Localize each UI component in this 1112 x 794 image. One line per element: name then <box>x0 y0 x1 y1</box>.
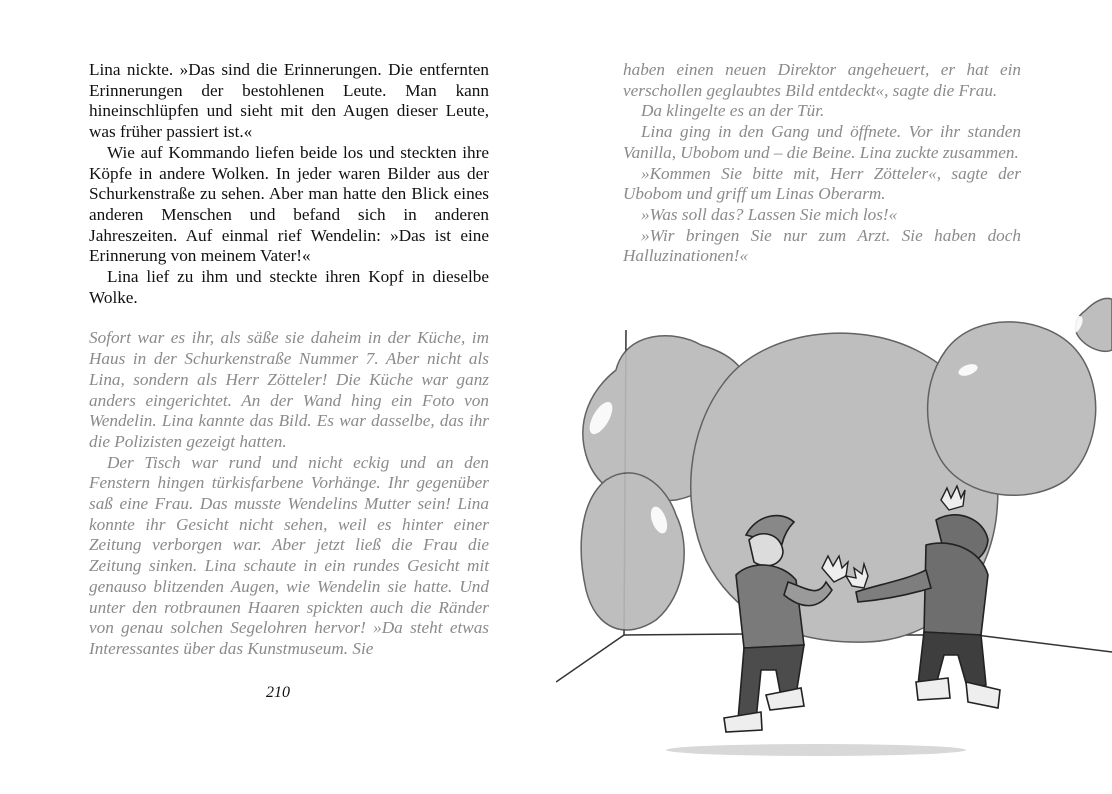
section-gap <box>89 308 489 328</box>
left-text-column <box>89 60 489 660</box>
memory-paragraph-2: Der Tisch war rund und nicht eckig und an den Fenstern hingen türkisfarbene Vorhänge. Ihr gegenüber saß eine Frau. Das musste Wendelins Mutter sein! Lina konnte ihr Gesicht nicht sehen, weil es hinter einer Zeitung verborgen war. Aber jetzt ließ die Frau die Zeitung sinken. Lina schaute in ein rundes Gesicht mit genauso blitzenden Augen, wie Wendelin sie hatte. Und unter den rotbraunen Haaren spickten auch die Ränder von genau solchen Segelohren hervor! »Da steht etwas Interessantes über das Kunstmuseum. Sie <box>89 452 489 658</box>
bubbles-and-two-kids-illustration <box>556 290 1112 794</box>
memory-paragraph-5: Lina ging in den Gang und öffnete. Vor ihr standen Vanilla, Ubobom und – die Beine. Lina zuckte zusammen. <box>623 122 1021 162</box>
left-kid-head <box>749 534 783 566</box>
right-text-column <box>623 60 1021 267</box>
bubble-group <box>581 298 1112 642</box>
memory-paragraph-3: haben einen neuen Direktor angeheuert, er hat ein verschollen geglaubtes Bild entdeckt«, sagte die Frau. <box>623 60 1021 100</box>
memory-paragraph-8: »Wir bringen Sie nur zum Arzt. Sie haben doch Halluzinationen!« <box>623 225 1021 266</box>
page-number: 210 <box>266 684 290 701</box>
left-kid-shoe-1 <box>724 712 762 732</box>
left-kid-torso <box>736 565 804 648</box>
floor-shadow <box>666 744 966 756</box>
bubble-top-right <box>928 322 1096 495</box>
paragraph-3: Lina lief zu ihm und steckte ihren Kopf in dieselbe Wolke. <box>89 267 489 307</box>
memory-paragraph-4: Da klingelte es an der Tür. <box>641 101 825 121</box>
right-page <box>556 0 1112 794</box>
paragraph-1: Lina nickte. »Das sind die Erinnerungen. Die entfernten Erinnerungen der bestohlenen Leute. Man kann hineinschlüpfen und sieht mit den Augen dieser Leute, was früher passiert ist.« <box>89 60 489 142</box>
memory-paragraph-6: »Kommen Sie bitte mit, Herr Zötteler«, sagte der Ubobom und griff um Linas Oberarm. <box>623 163 1021 204</box>
memory-paragraph-7: »Was soll das? Lassen Sie mich los!« <box>641 204 898 224</box>
left-kid-shoe-2 <box>766 688 804 710</box>
memory-paragraph-1: Sofort war es ihr, als säße sie daheim in der Küche, im Haus in der Schurkenstraße Nummer 7. Aber nicht als Lina, sondern als Herr Zötteler! Die Küche war ganz anders eingerichtet. An der Wand hing ein Foto von Wendelin. Lina kannte das Bild. Es war dasselbe, das ihr die Polizisten gezeigt hatten. <box>89 328 489 451</box>
right-kid-shoe-1 <box>916 678 950 700</box>
paragraph-2: Wie auf Kommando liefen beide los und steckten ihre Köpfe in andere Wolken. In jeder waren Bilder aus der Schurkenstraße zu sehen. Aber man hatte den Blick eines anderen Menschen und befand sich in anderen Jahreszeiten. Auf einmal rief Wendelin: »Das ist eine Erinnerung von meinem Vater!« <box>89 142 489 266</box>
right-kid-shoe-2 <box>966 682 1000 708</box>
